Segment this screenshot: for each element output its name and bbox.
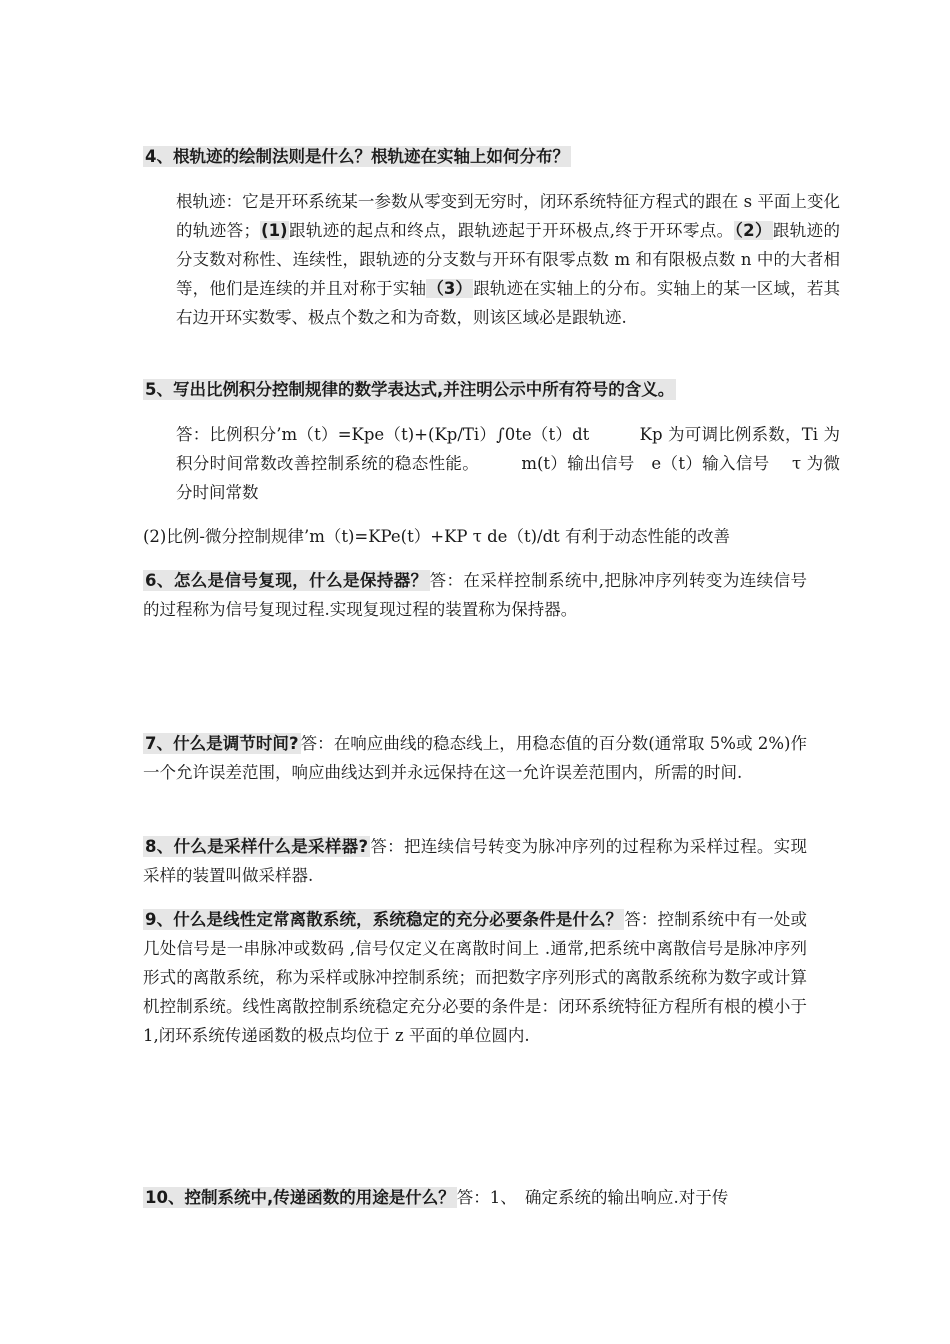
- question-8: [143, 832, 807, 890]
- answer-4-part-3: 跟轨迹的分支数对称性、连续性，跟轨迹的分支数与开环有限零点数 m 和有限极点数 n 中的大者相等，他们是连续的并且对称于实轴: [176, 221, 841, 298]
- question-10: [143, 1183, 807, 1212]
- question-7: [143, 729, 807, 787]
- question-7-title: 7、什么是调节时间?: [145, 734, 299, 753]
- answer-7: 答：在响应曲线的稳态线上，用稳态值的百分数(通常取 5%或 2%)作一个允许误差范围，响应曲线达到并永远保持在这一允许误差范围内，所需的时间.: [143, 734, 807, 782]
- question-5: [143, 375, 807, 404]
- question-10-title: 10、控制系统中,传递函数的用途是什么？: [145, 1188, 455, 1207]
- marker-3: （3）: [427, 279, 473, 298]
- question-6-title: 6、怎么是信号复现，什么是保持器？: [145, 571, 428, 590]
- answer-10: 答：1、 确定系统的输出响应.对于传: [456, 1188, 729, 1207]
- question-9: [143, 905, 807, 1050]
- answer-9: 答：控制系统中有一处或几处信号是一串脉冲或数码 ,信号仅定义在离散时间上 .通常,把系统中离散信号是脉冲序列形式的离散系统，称为采样或脉冲控制系统；而把数字序列形式的离散系统称为数字或计算机控制系统。线性离散控制系统稳定充分必要的条件是：闭环系统特征方程所有根的模小于 1,闭环系统传递函数的极点均位于 z 平面的单位圆内.: [143, 910, 808, 1045]
- answer-4: [143, 187, 840, 332]
- answer-4-part-1: 根轨迹：它是开环系统某一参数从零变到无穷时，闭环系统特征方程式的跟在 s 平面上变化的轨迹答；: [176, 192, 840, 240]
- answer-8: 答：把连续信号转变为脉冲序列的过程称为采样过程。实现采样的装置叫做采样器.: [143, 837, 807, 885]
- marker-1: (1): [261, 221, 288, 240]
- question-9-title: 9、什么是线性定常离散系统，系统稳定的充分必要条件是什么？: [145, 910, 623, 929]
- answer-5-part-1: 答：比例积分’m（t）=Kpe（t)+(Kp/Ti）∫0te（t）dt Kp 为可调比例系数，Ti 为积分时间常数改善控制系统的稳态性能。 m(t）输出信号 e（t）输入信号 τ 为微分时间常数: [176, 425, 840, 502]
- question-6: [143, 566, 807, 624]
- marker-2: （2）: [734, 221, 772, 240]
- question-5-title: 5、写出比例积分控制规律的数学表达式,并注明公示中所有符号的含义。: [145, 380, 675, 399]
- answer-4-part-2: 跟轨迹的起点和终点，跟轨迹起于开环极点,终于开环零点。: [288, 221, 734, 240]
- answer-5-part-2: (2)比例-微分控制规律’m（t)=KPe(t）+KP τ de（t)/dt 有利于动态性能的改善: [143, 527, 731, 546]
- answer-6: 答：在采样控制系统中,把脉冲序列转变为连续信号的过程称为信号复现过程.实现复现过程的装置称为保持器。: [143, 571, 807, 619]
- question-4: [143, 142, 807, 171]
- question-4-title: 4、根轨迹的绘制法则是什么？根轨迹在实轴上如何分布？: [145, 147, 569, 166]
- answer-4-part-4: 跟轨迹在实轴上的分布。实轴上的某一区域，若其右边开环实数零、极点个数之和为奇数，则该区域必是跟轨迹.: [176, 279, 841, 327]
- question-8-title: 8、什么是采样什么是采样器?: [145, 837, 369, 856]
